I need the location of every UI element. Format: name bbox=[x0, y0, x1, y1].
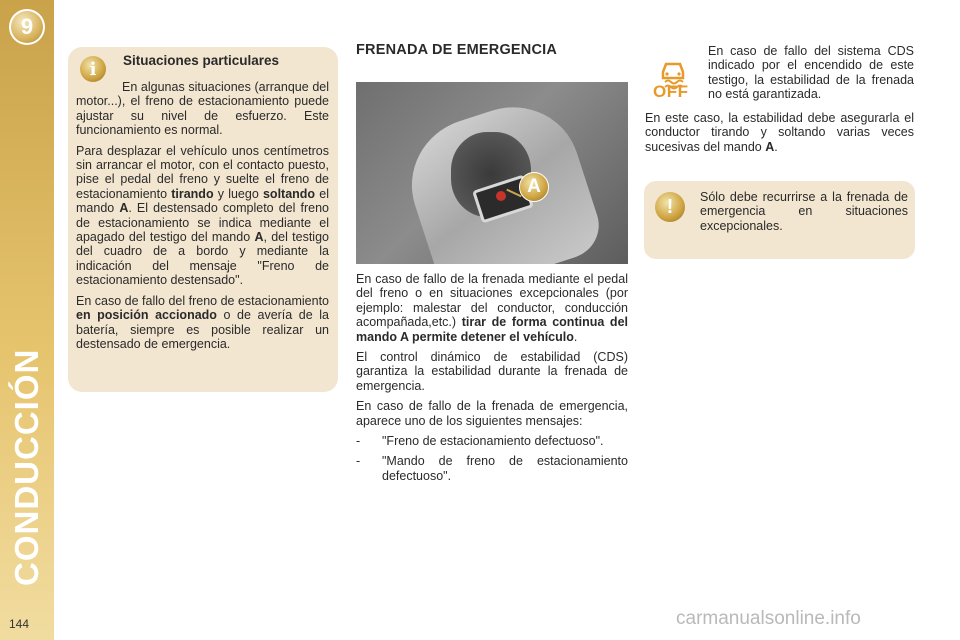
info-box-title: Situaciones particulares bbox=[123, 53, 280, 68]
list-item bbox=[356, 434, 628, 448]
text-run: . bbox=[774, 139, 778, 154]
brake-warning-led-icon bbox=[496, 191, 506, 201]
list-dash: - bbox=[356, 454, 361, 469]
text-run: y luego bbox=[213, 186, 263, 201]
text-run: . bbox=[573, 329, 578, 344]
page-number: 144 bbox=[9, 617, 30, 631]
parking-brake-photo bbox=[356, 82, 628, 264]
main-paragraph-3: En caso de fallo de la frenada de emergencia, aparece uno de los siguientes mensajes: bbox=[356, 399, 628, 428]
text-run: , del testigo del cuadro de a bordo y mediante la indicación del mensaje "Freno de estacionamiento destensado". bbox=[76, 230, 329, 288]
bold-run: A bbox=[254, 230, 264, 245]
text-run: . El destensado completo del freno de estacionamiento se indica mediante el apagado del testigo del mando bbox=[76, 201, 329, 245]
info-paragraph-1: En algunas situaciones (arranque del motor...), el freno de estacionamiento puede ajustar su nivel de esfuerzo. Este funcionamiento es normal. bbox=[76, 80, 329, 138]
text-run: Para desplazar el vehículo unos centímetros sin arrancar el motor, con el contacto puesto, pise el pedal del freno y suelte el freno de estacionamiento bbox=[76, 143, 329, 201]
chapter-title: CONDUCCIÓN bbox=[8, 348, 45, 586]
bold-run: A bbox=[765, 139, 775, 154]
list-item-text: "Freno de estacionamiento defectuoso". bbox=[382, 434, 604, 449]
bold-run: tirar de forma continua del mando A permite detener el vehículo bbox=[356, 315, 628, 344]
list-item-text: "Mando de freno de estacionamiento defectuoso". bbox=[382, 454, 628, 483]
list-item bbox=[356, 454, 628, 483]
watermark: carmanualsonline.info bbox=[676, 608, 861, 629]
cds-off-label: OFF bbox=[653, 82, 689, 101]
text-run: o de avería de la batería, siempre es posible realizar un destensado de emergencia. bbox=[76, 308, 329, 351]
warning-icon: ! bbox=[655, 192, 685, 222]
text-run: el mando bbox=[76, 186, 329, 216]
marker-a-badge: A bbox=[519, 172, 549, 202]
list-dash: - bbox=[356, 434, 361, 449]
bold-run: en posición accionado bbox=[76, 308, 217, 323]
info-paragraph-2 bbox=[76, 144, 329, 288]
main-body-text bbox=[356, 272, 628, 489]
chapter-number-badge: 9 bbox=[9, 9, 45, 45]
info-paragraph-3 bbox=[76, 294, 329, 352]
text-run: En caso de fallo de la frenada mediante el pedal del freno o en situaciones excepcionales (por ejemplo: malestar del conductor, conducción acompañada,etc.) bbox=[356, 272, 628, 330]
bold-run: soltando bbox=[262, 186, 316, 201]
section-title: FRENADA DE EMERGENCIA bbox=[356, 42, 558, 58]
main-paragraph-2: El control dinámico de estabilidad (CDS) garantiza la estabilidad durante la frenada de emergencia. bbox=[356, 350, 628, 393]
text-run: En caso de fallo del freno de estacionamiento bbox=[76, 293, 329, 308]
cds-paragraph: En caso de fallo del sistema CDS indicado por el encendido de este testigo, la estabilidad de la frenada no está garantizada. bbox=[708, 44, 914, 102]
message-list bbox=[356, 434, 628, 483]
main-paragraph-1 bbox=[356, 272, 628, 344]
info-box-text bbox=[76, 80, 329, 357]
warning-text: Sólo debe recurrirse a la frenada de emergencia en situaciones excepcionales. bbox=[700, 190, 908, 233]
bold-run: tirando bbox=[171, 186, 214, 201]
bold-run: A bbox=[119, 201, 129, 216]
stability-paragraph bbox=[645, 111, 914, 154]
info-icon: i bbox=[80, 56, 106, 82]
chapter-sidebar bbox=[0, 0, 54, 640]
text-run: En este caso, la estabilidad debe asegurarla el conductor tirando y soltando varias veces sucesivas del mando bbox=[645, 111, 914, 154]
